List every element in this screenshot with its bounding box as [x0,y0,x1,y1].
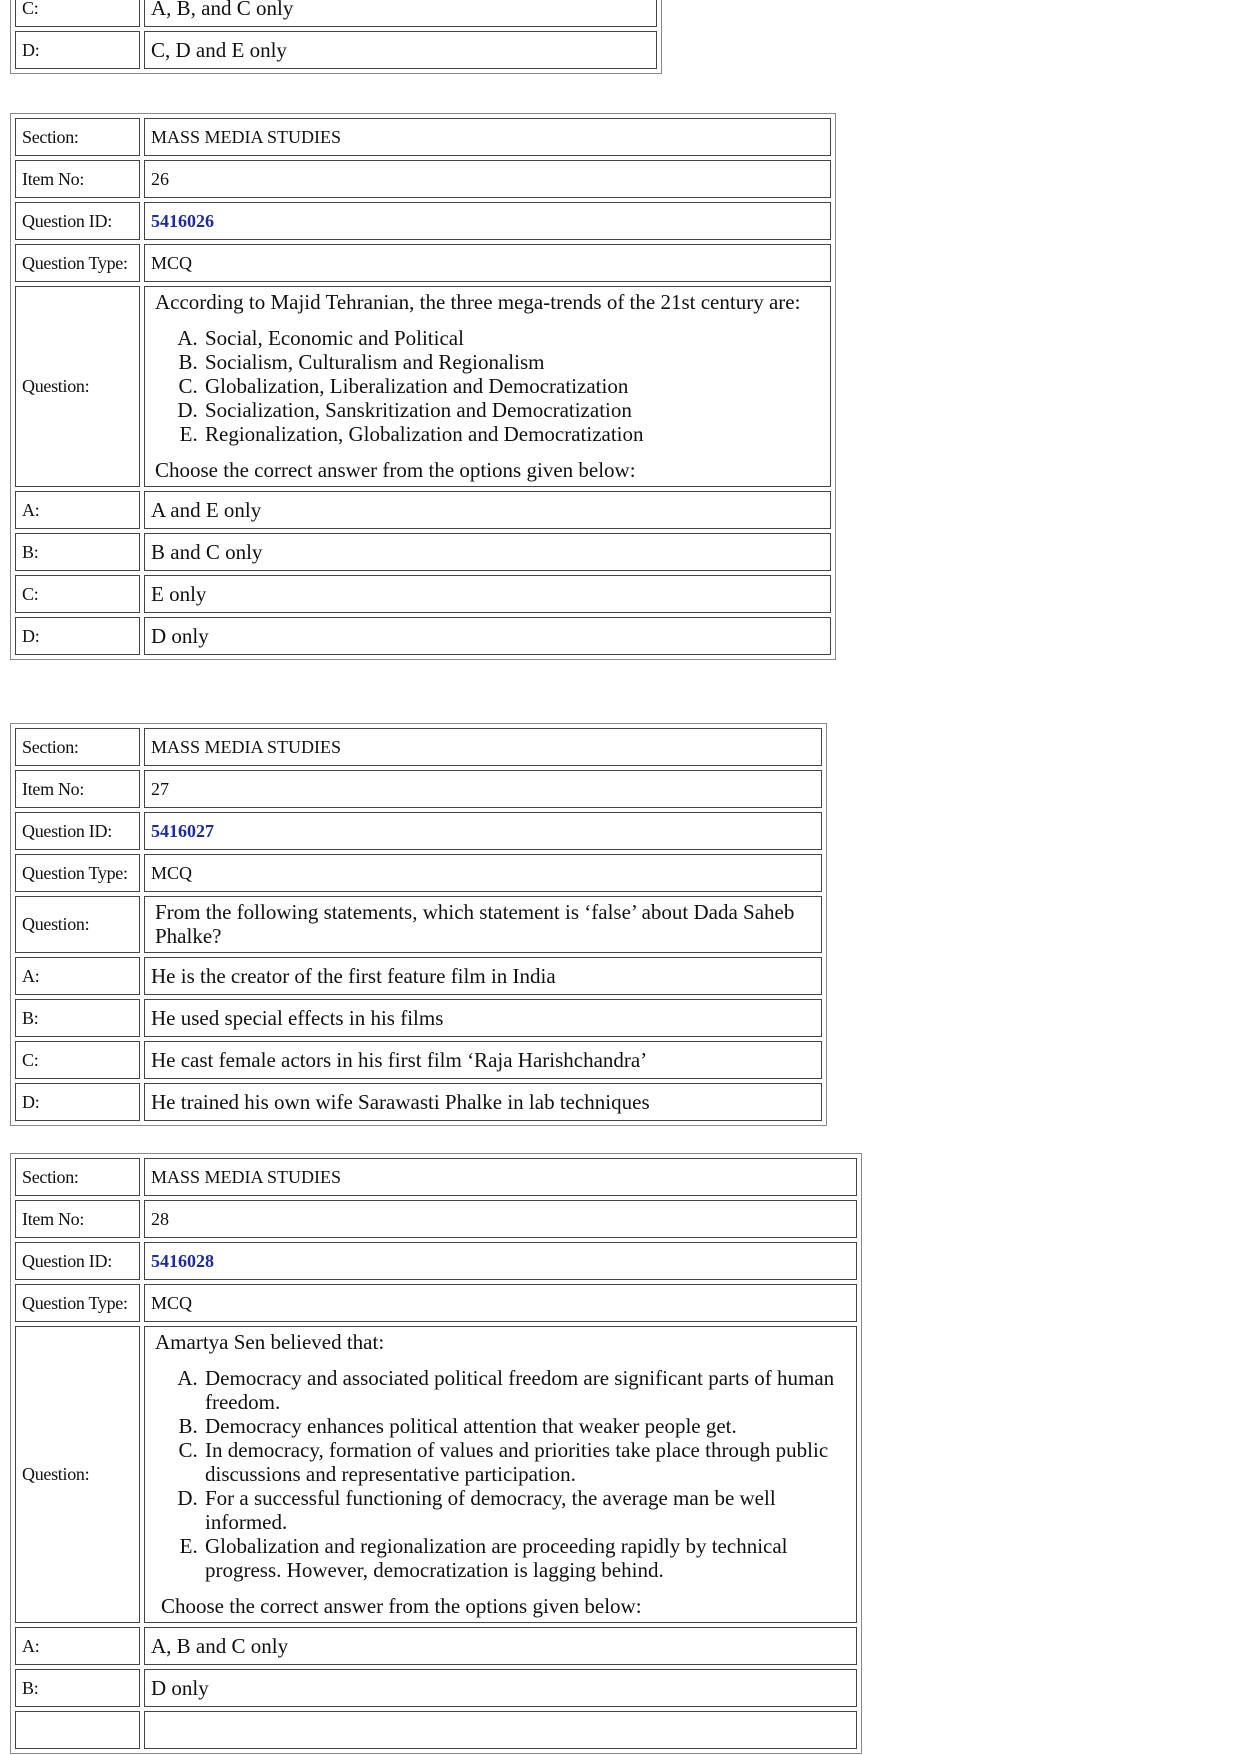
option-value-b: B and C only [144,533,831,571]
question-id-row [15,1242,857,1280]
option-label-a: A: [15,957,140,995]
statement-item: C. Globalization, Liberalization and Democratization [203,374,824,398]
option-label-b: B: [15,1669,140,1707]
question-type-label: Question Type: [15,854,140,892]
option-label-a: A: [15,491,140,529]
option-row-a [15,957,822,995]
question-type-row [15,854,822,892]
option-value-d: He trained his own wife Sarawasti Phalke in lab techniques [144,1083,822,1121]
option-value-a: A and E only [144,491,831,529]
item-no-row [15,770,822,808]
statement-item: D. For a successful functioning of democracy, the average man be well informed. [203,1486,850,1534]
option-label-d: D: [15,617,140,655]
question-stem: From the following statements, which statement is ‘false’ about Dada Saheb Phalke? [155,900,795,948]
item-no-row [15,1200,857,1238]
option-label-b: B: [15,999,140,1037]
question-table-partial [10,0,662,74]
question-type-value: MCQ [144,1284,857,1322]
question-label: Question: [15,286,140,487]
answer-instruction: Choose the correct answer from the options given below: [155,458,636,482]
option-row-b [15,1669,857,1707]
statement-item: E. Globalization and regionalization are proceeding rapidly by technical progress. However, democratization is lagging behind. [203,1534,850,1582]
option-value-a: He is the creator of the first feature film in India [144,957,822,995]
section-row [15,1158,857,1196]
option-value-c: A, B, and C only [144,0,657,27]
section-value: MASS MEDIA STUDIES [144,118,831,156]
statement-item: D. Socialization, Sanskritization and Democratization [203,398,824,422]
statement-item: A. Democracy and associated political freedom are significant parts of human freedom. [203,1366,850,1414]
option-row-c [15,1711,857,1749]
question-row [15,286,831,487]
option-row-c [15,1041,822,1079]
question-type-label: Question Type: [15,1284,140,1322]
item-no-label: Item No: [15,160,140,198]
question-cell [144,896,822,953]
statement-list [155,326,824,446]
option-label-c: C: [15,0,140,27]
question-cell [144,1326,857,1623]
option-label-d: D: [15,31,140,69]
question-id-label: Question ID: [15,202,140,240]
option-label-c: C: [15,1041,140,1079]
question-id-row [15,202,831,240]
statement-item: C. In democracy, formation of values and priorities take place through public discussions and representative participation. [203,1438,850,1486]
question-id-label: Question ID: [15,812,140,850]
answer-instruction: Choose the correct answer from the options given below: [161,1594,642,1618]
question-type-value: MCQ [144,854,822,892]
option-label-c [15,1711,140,1749]
option-value-d: D only [144,617,831,655]
item-no-label: Item No: [15,770,140,808]
option-row-d [15,1083,822,1121]
option-row-c [15,575,831,613]
question-table-26 [10,113,836,660]
question-cell [144,286,831,487]
section-row [15,728,822,766]
item-no-label: Item No: [15,1200,140,1238]
option-row-a [15,1627,857,1665]
option-row-c [15,0,657,27]
item-no-value: 27 [144,770,822,808]
statement-item: E. Regionalization, Globalization and Democratization [203,422,824,446]
option-row-a [15,491,831,529]
statement-item: A. Social, Economic and Political [203,326,824,350]
item-no-value: 26 [144,160,831,198]
option-row-d [15,617,831,655]
item-no-row [15,160,831,198]
option-label-a: A: [15,1627,140,1665]
option-value-d: C, D and E only [144,31,657,69]
question-id-value: 5416026 [144,202,831,240]
option-label-c: C: [15,575,140,613]
section-value: MASS MEDIA STUDIES [144,728,822,766]
option-value-c: E only [144,575,831,613]
option-label-b: B: [15,533,140,571]
section-label: Section: [15,1158,140,1196]
option-value-a: A, B and C only [144,1627,857,1665]
question-id-value: 5416028 [144,1242,857,1280]
question-id-label: Question ID: [15,1242,140,1280]
question-table-28 [10,1153,862,1754]
question-table-27 [10,723,827,1126]
option-value-b: He used special effects in his films [144,999,822,1037]
option-value-b: D only [144,1669,857,1707]
question-row [15,896,822,953]
section-label: Section: [15,728,140,766]
statement-list [155,1366,850,1582]
question-label: Question: [15,1326,140,1623]
section-value: MASS MEDIA STUDIES [144,1158,857,1196]
option-label-d: D: [15,1083,140,1121]
item-no-value: 28 [144,1200,857,1238]
option-value-c: He cast female actors in his first film ‘Raja Harishchandra’ [144,1041,822,1079]
question-type-label: Question Type: [15,244,140,282]
option-row-d [15,31,657,69]
statement-item: B. Socialism, Culturalism and Regionalism [203,350,824,374]
section-row [15,118,831,156]
option-row-b [15,533,831,571]
question-stem: According to Majid Tehranian, the three mega-trends of the 21st century are: [155,290,801,314]
option-value-c [144,1711,857,1749]
question-type-row [15,1284,857,1322]
question-row [15,1326,857,1623]
question-label: Question: [15,896,140,953]
statement-item: B. Democracy enhances political attention that weaker people get. [203,1414,850,1438]
option-row-b [15,999,822,1037]
question-id-row [15,812,822,850]
question-type-value: MCQ [144,244,831,282]
question-stem: Amartya Sen believed that: [155,1330,385,1354]
question-type-row [15,244,831,282]
section-label: Section: [15,118,140,156]
question-id-value: 5416027 [144,812,822,850]
